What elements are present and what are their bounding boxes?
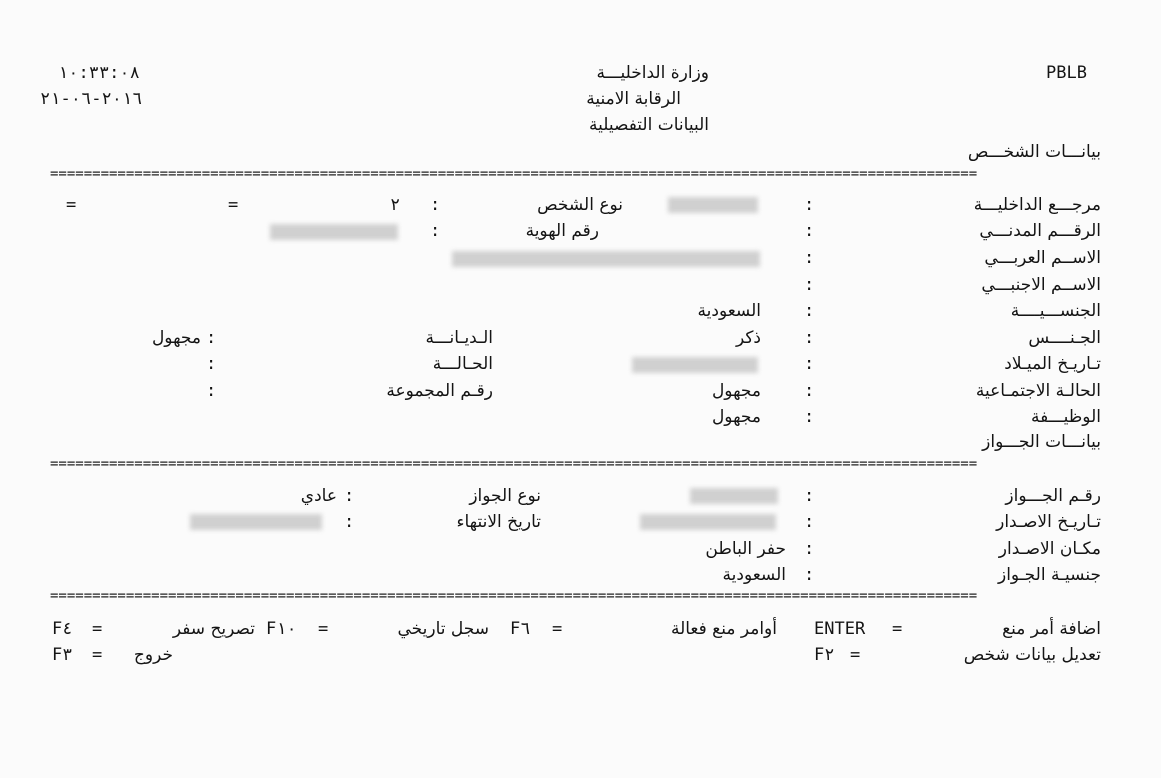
active-bans-eq: = [552,619,563,639]
department-title: الرقابة الامنية [586,89,681,109]
expiry-date-label: تاريخ الانتهاء [456,512,541,532]
active-bans-key[interactable]: F٦ [510,619,531,639]
issue-place-colon: : [804,539,815,559]
civil-no-label: الرقـــم المدنـــي [979,221,1101,241]
nationality-value: السعودية [697,301,761,321]
travel-permit-key[interactable]: F٤ [52,619,73,639]
person-section-title: بيانـــات الشخـــص [967,142,1101,162]
passport-no-colon: : [804,486,815,506]
passport-nationality-label: جنسيـة الجـواز [997,565,1101,585]
marital-status-value: مجهول [711,381,761,401]
gender-value: ذكر [735,328,761,348]
foreign-name-colon: : [804,275,815,295]
section-divider: ============================================================================================================== [50,168,978,180]
history-eq: = [318,619,329,639]
date-display: ٢٠١٦-٠٦-٢١ [40,89,143,109]
status-label: الحـالـــة [432,354,493,374]
civil-no-colon: : [804,221,815,241]
passport-no-value [690,488,778,504]
issue-place-value: حفر الباطن [705,539,786,559]
id-no-value [270,224,398,240]
group-no-label: رقـم المجموعة [386,381,493,401]
interior-ref-colon: : [804,195,815,215]
birth-date-value [632,357,758,373]
issue-date-colon: : [804,512,815,532]
add-ban-eq: = [892,619,903,639]
equals-sign: = [66,195,77,215]
marital-status-label: الحالـة الاجتمـاعية [975,381,1101,401]
expiry-date-value [190,514,322,530]
section-divider: ============================================================================================================== [50,458,978,470]
exit-key[interactable]: F٣ [52,645,73,665]
equals-sign: = [228,195,239,215]
id-no-colon: : [430,221,441,241]
religion-value: مجهول [151,328,201,348]
passport-type-colon: : [344,486,355,506]
job-colon: : [804,407,815,427]
report-title: البيانات التفصيلية [588,115,709,135]
passport-nationality-value: السعودية [722,565,786,585]
edit-person-label[interactable]: تعديل بيانات شخص [963,645,1101,665]
birth-date-colon: : [804,354,815,374]
religion-colon: : [206,328,217,348]
arabic-name-label: الاســم العربـــي [984,248,1101,268]
travel-permit-eq: = [92,619,103,639]
exit-label[interactable]: خروج [133,645,173,665]
passport-section-title: بيانـــات الجـــواز [982,432,1101,452]
group-no-colon: : [206,381,217,401]
add-ban-label[interactable]: اضافة أمر منع [1002,619,1101,639]
issue-place-label: مكـان الاصـدار [998,539,1101,559]
job-label: الوظيـــفة [1030,407,1101,427]
arabic-name-value [452,251,760,267]
ministry-title: وزارة الداخليـــة [596,63,709,83]
nationality-label: الجنســـيــــة [1010,301,1101,321]
active-bans-label[interactable]: أوامر منع فعالة [670,619,777,639]
gender-colon: : [804,328,815,348]
passport-type-value: عادي [300,486,337,506]
issue-date-label: تـاريـخ الاصـدار [996,512,1101,532]
gender-label: الجـنــــس [1028,328,1101,348]
section-divider: ============================================================================================================== [50,590,978,602]
person-type-value: ٢ [390,195,401,215]
edit-person-eq: = [850,645,861,665]
status-colon: : [206,354,217,374]
add-ban-key[interactable]: ENTER [814,619,866,639]
person-type-colon: : [430,195,441,215]
expiry-date-colon: : [344,512,355,532]
time-display: ١٠:٣٣:٠٨ [58,63,140,83]
marital-status-colon: : [804,381,815,401]
nationality-colon: : [804,301,815,321]
exit-eq: = [92,645,103,665]
history-key[interactable]: F١٠ [266,619,297,639]
birth-date-label: تـاريـخ الميـلاد [1004,354,1101,374]
system-code: PBLB [1046,63,1087,83]
travel-permit-label[interactable]: تصريح سفر [172,619,255,639]
issue-date-value [640,514,776,530]
foreign-name-label: الاســم الاجنبـــي [981,275,1101,295]
religion-label: الـديـانـــة [425,328,493,348]
history-label[interactable]: سجل تاريخي [397,619,489,639]
job-value: مجهول [711,407,761,427]
passport-nationality-colon: : [804,565,815,585]
person-type-label: نوع الشخص [537,195,623,215]
interior-ref-label: مرجـــع الداخليـــة [973,195,1101,215]
passport-type-label: نوع الجواز [469,486,541,506]
id-no-label: رقم الهوية [525,221,599,241]
interior-ref-value [668,197,758,213]
edit-person-key[interactable]: F٢ [814,645,835,665]
arabic-name-colon: : [804,248,815,268]
passport-no-label: رقـم الجـــواز [1005,486,1101,506]
